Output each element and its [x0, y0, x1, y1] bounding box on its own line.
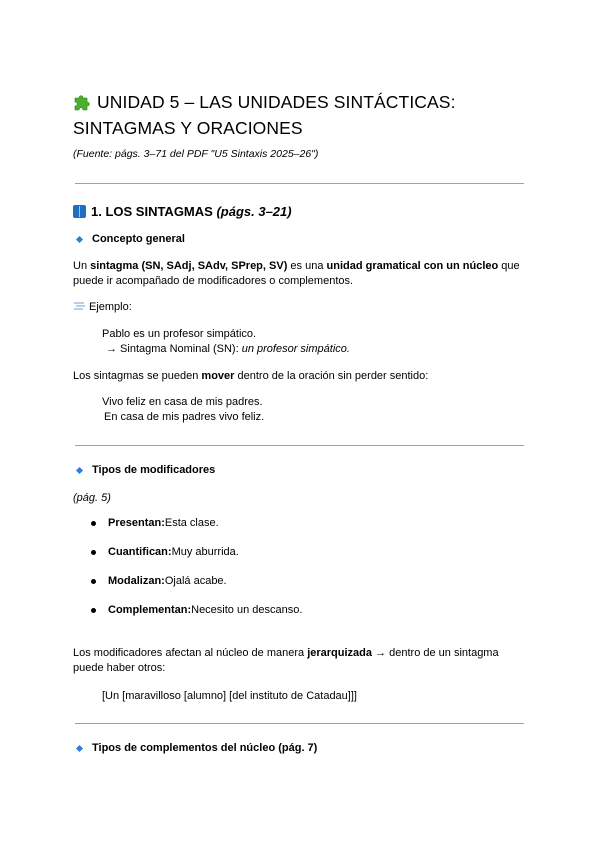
title-line-1: UNIDAD 5 – LAS UNIDADES SINTÁCTICAS:	[97, 92, 456, 112]
list-item	[91, 575, 227, 587]
example-analysis	[106, 341, 350, 357]
document-title	[73, 89, 456, 141]
source-note: (Fuente: págs. 3–71 del PDF "U5 Sintaxis 2025–26")	[73, 148, 319, 160]
title-line-2: SINTAGMAS Y ORACIONES	[73, 118, 303, 138]
divider-2	[75, 445, 524, 446]
italic-text: un profesor simpático.	[241, 343, 350, 355]
text: Esta clase.	[164, 517, 219, 529]
movement-example-2: En casa de mis padres vivo feliz.	[104, 411, 265, 423]
example-label: Ejemplo:	[89, 301, 132, 313]
subheading-label: Tipos de complementos del núcleo (pág. 7)	[92, 742, 318, 754]
text: Un	[73, 260, 91, 272]
text: dentro de la oración sin perder sentido:	[234, 370, 429, 382]
subheading-label: Concepto general	[92, 233, 185, 245]
text: Ojalá acabe.	[164, 575, 227, 587]
bold-text: Complementan:	[108, 604, 192, 616]
divider-1	[75, 183, 524, 184]
bold-text: jerarquizada	[307, 647, 373, 659]
example-label-row	[73, 299, 132, 315]
subheading-concepto-general	[73, 233, 185, 245]
paragraph-hierarchy	[73, 646, 499, 676]
movement-example-1: Vivo feliz en casa de mis padres.	[102, 396, 263, 408]
puzzle-piece-icon	[73, 93, 91, 111]
bracket-example: [Un [maravilloso [alumno] [del instituto de Catadau]]]	[102, 690, 357, 702]
small-blue-diamond-icon	[76, 466, 83, 473]
list-item	[91, 546, 239, 558]
text: puede ir acompañado de modificadores o complementos.	[73, 275, 354, 287]
divider-3	[75, 723, 524, 724]
bullet-dot	[91, 608, 96, 613]
pointing-hand-icon	[73, 301, 86, 311]
bullet-dot	[91, 521, 96, 526]
paragraph-definition	[73, 259, 520, 289]
bold-text: Cuantifican:	[108, 546, 172, 558]
text: que	[498, 260, 520, 272]
bold-text: unidad gramatical con un núcleo	[326, 260, 499, 272]
bold-text: Modalizan:	[108, 575, 165, 587]
italic-text: (pág. 5)	[73, 492, 111, 504]
section-pages: (págs. 3–21)	[216, 204, 292, 219]
section-heading-sintagmas	[73, 204, 292, 219]
page-reference	[73, 490, 111, 506]
subheading-label: Tipos de modificadores	[92, 464, 216, 476]
text: Los modificadores afectan al núcleo de manera	[73, 647, 308, 659]
list-item	[91, 517, 219, 529]
text: → Sintagma Nominal (SN):	[106, 343, 242, 355]
text: → dentro de un sintagma	[372, 647, 499, 659]
blue-book-icon	[73, 205, 86, 218]
text: es una	[287, 260, 327, 272]
bullet-dot	[91, 550, 96, 555]
bold-text: mover	[201, 370, 235, 382]
text: Muy aburrida.	[171, 546, 239, 558]
text: puede haber otros:	[73, 662, 166, 674]
bold-text: sintagma (SN, SAdj, SAdv, SPrep, SV)	[90, 260, 288, 272]
subheading-complementos	[73, 742, 317, 754]
bullet-dot	[91, 579, 96, 584]
list-item	[91, 604, 302, 616]
example-sentence: Pablo es un profesor simpático.	[102, 328, 257, 340]
paragraph-movement	[73, 369, 428, 384]
small-blue-diamond-icon	[76, 235, 83, 242]
section-label: 1. LOS SINTAGMAS	[91, 204, 213, 219]
text: Necesito un descanso.	[191, 604, 303, 616]
subheading-modificadores	[73, 464, 215, 476]
bold-text: Presentan:	[108, 517, 165, 529]
text: Los sintagmas se pueden	[73, 370, 202, 382]
small-blue-diamond-icon	[76, 744, 83, 751]
